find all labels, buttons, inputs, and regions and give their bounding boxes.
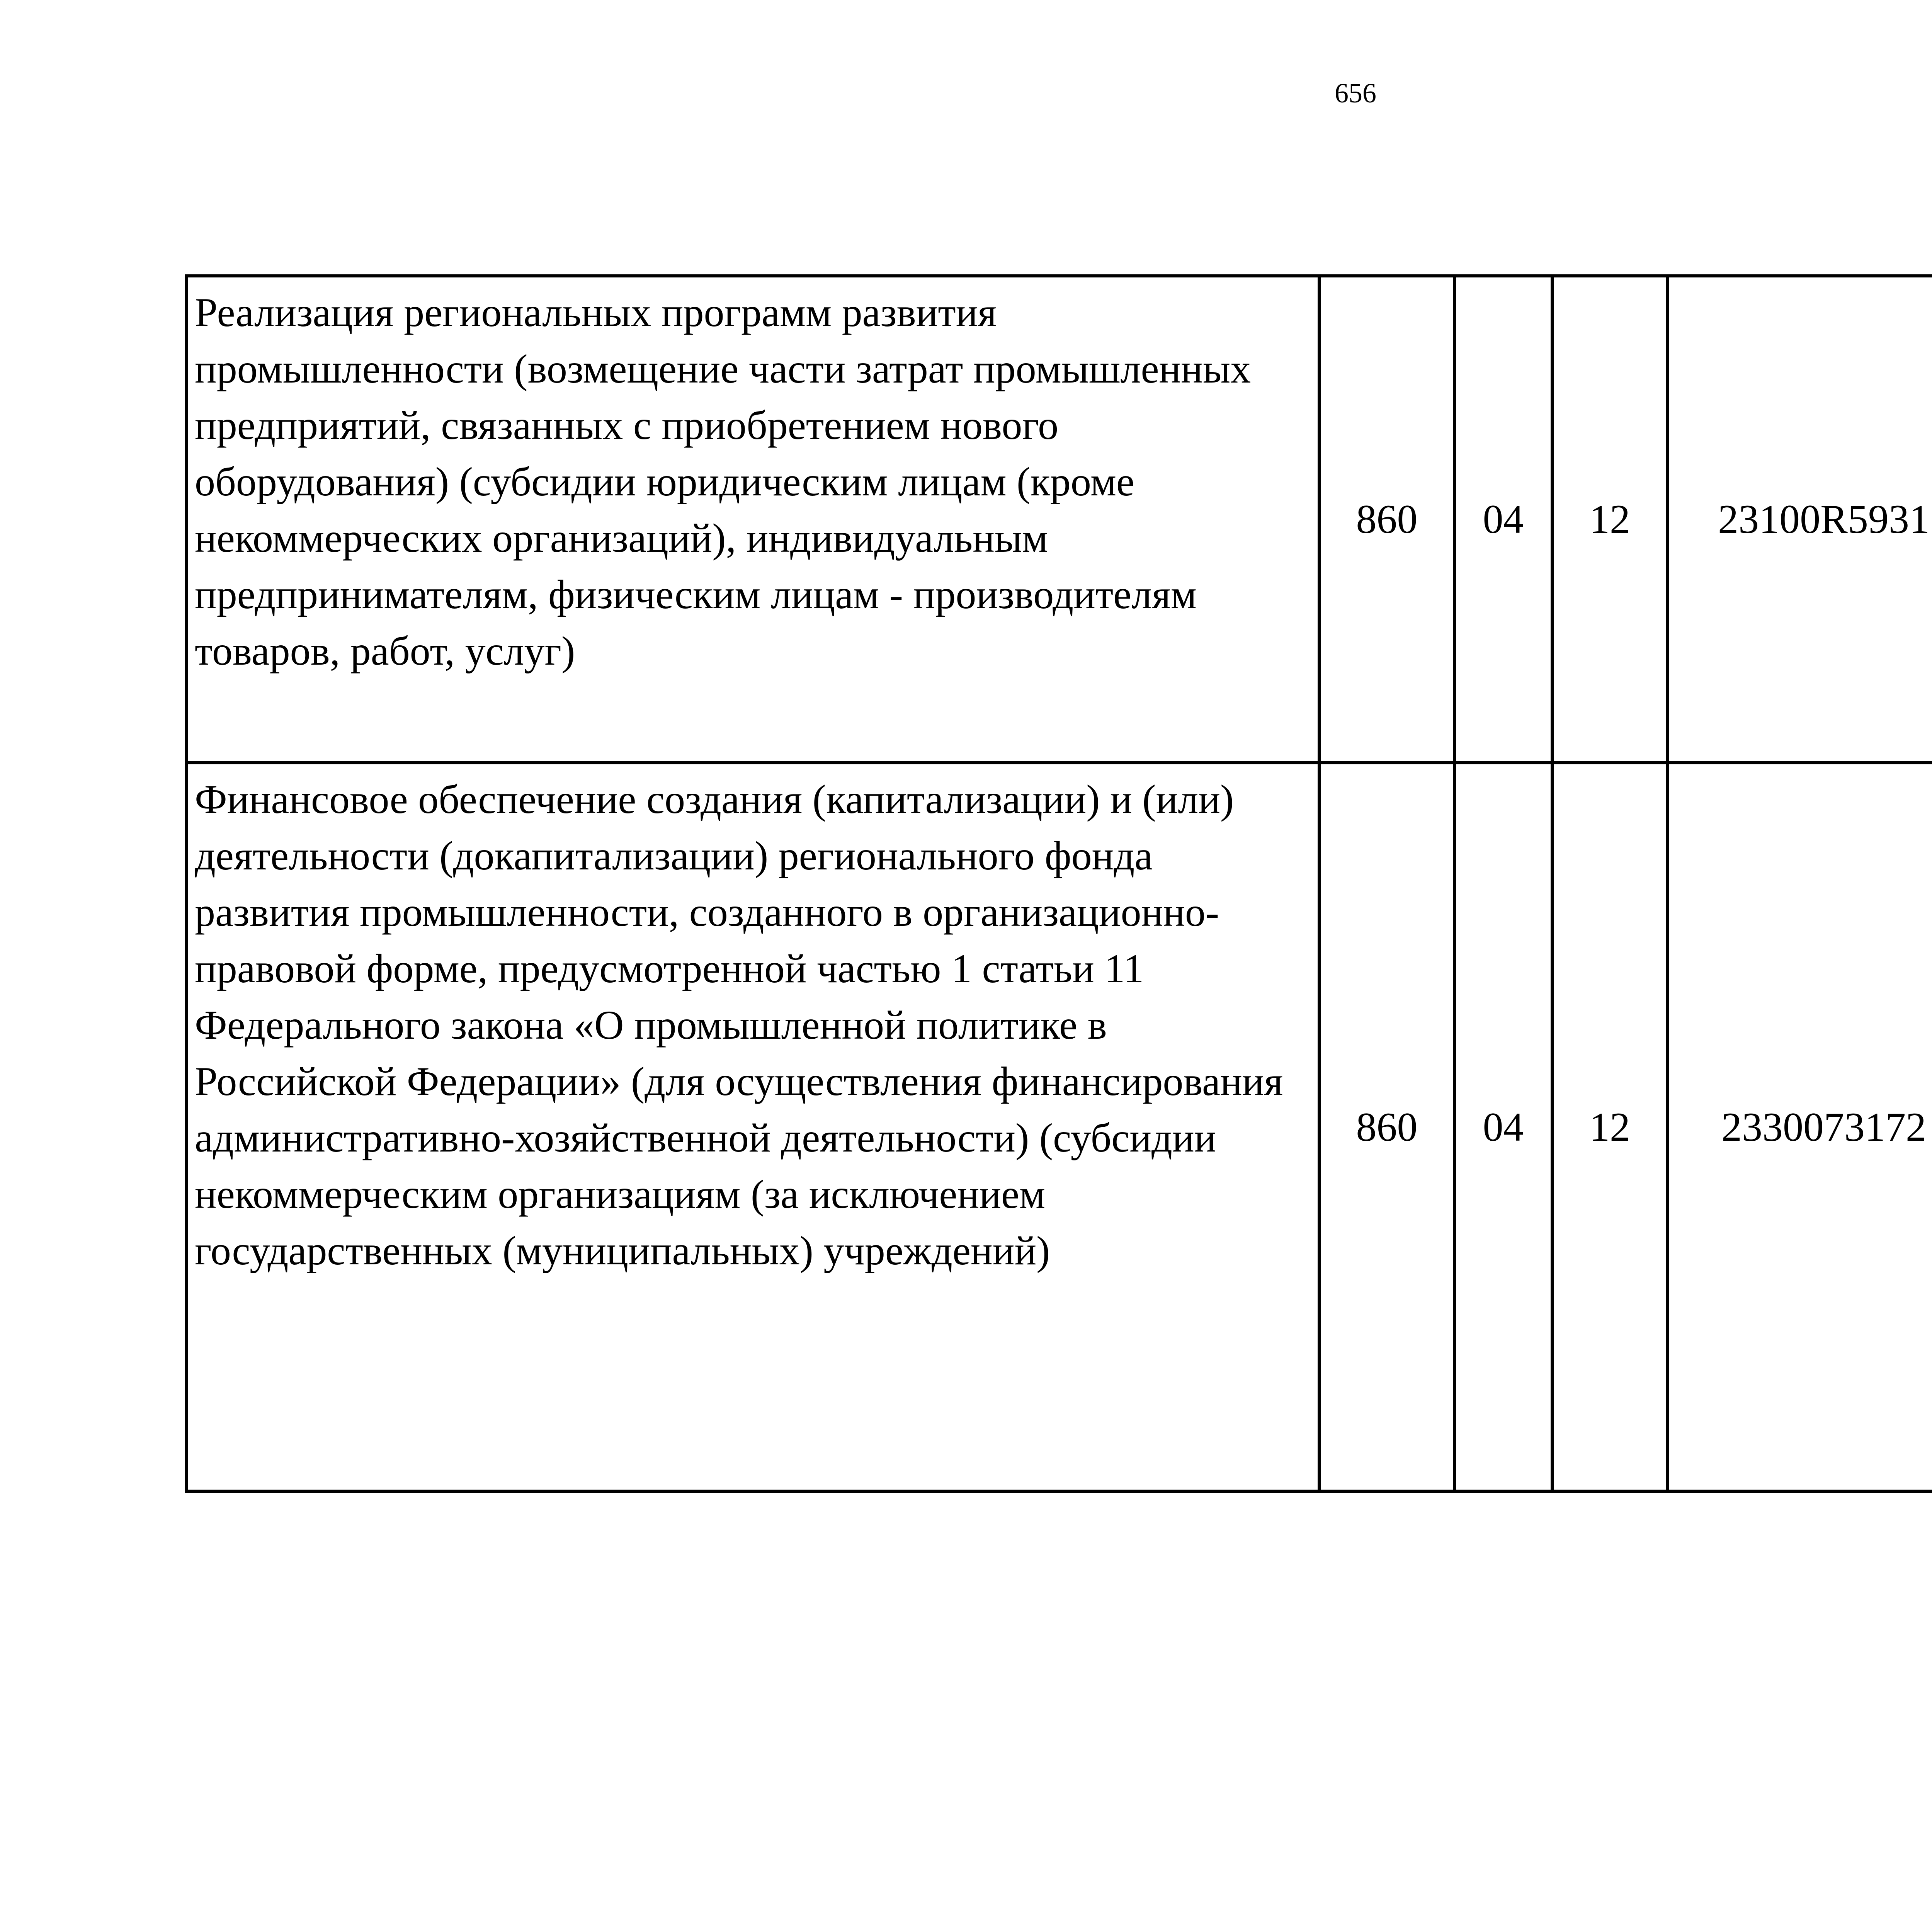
ministry-code-cell: 860	[1319, 763, 1454, 1491]
section-code-cell: 04	[1454, 763, 1552, 1491]
ministry-code-cell: 860	[1319, 276, 1454, 763]
table-row	[186, 763, 1932, 1491]
expense-description-cell: Финансовое обеспечение создания (капитализации) и (или) деятельности (докапитализации) регионального фонда развития промышленности, созданного в организационно-правовой форме, предусмотренной частью 1 статьи 11 Федерального закона «О промышленной политике в Российской Федерации» (для осуществления финансирования административно-хозяйственной деятельности) (субсидии некоммерческим организациям (за исключением государственных (муниципальных) учреждений)	[186, 763, 1319, 1491]
subsection-code-cell: 12	[1552, 276, 1667, 763]
page-number: 656	[1335, 78, 1376, 109]
subsection-code-cell: 12	[1552, 763, 1667, 1491]
section-code-cell: 04	[1454, 276, 1552, 763]
budget-table	[185, 274, 1932, 1493]
expense-description-cell: Реализация региональных программ развития промышленности (возмещение части затрат промышленных предприятий, связанных с приобретением нового оборудования) (субсидии юридическим лицам (кроме некоммерческих организаций), индивидуальным предпринимателям, физическим лицам - производителям товаров, работ, услуг)	[186, 276, 1319, 763]
target-article-cell: 23100R5931	[1667, 276, 1932, 763]
table-row	[186, 276, 1932, 763]
target-article-cell: 2330073172	[1667, 763, 1932, 1491]
